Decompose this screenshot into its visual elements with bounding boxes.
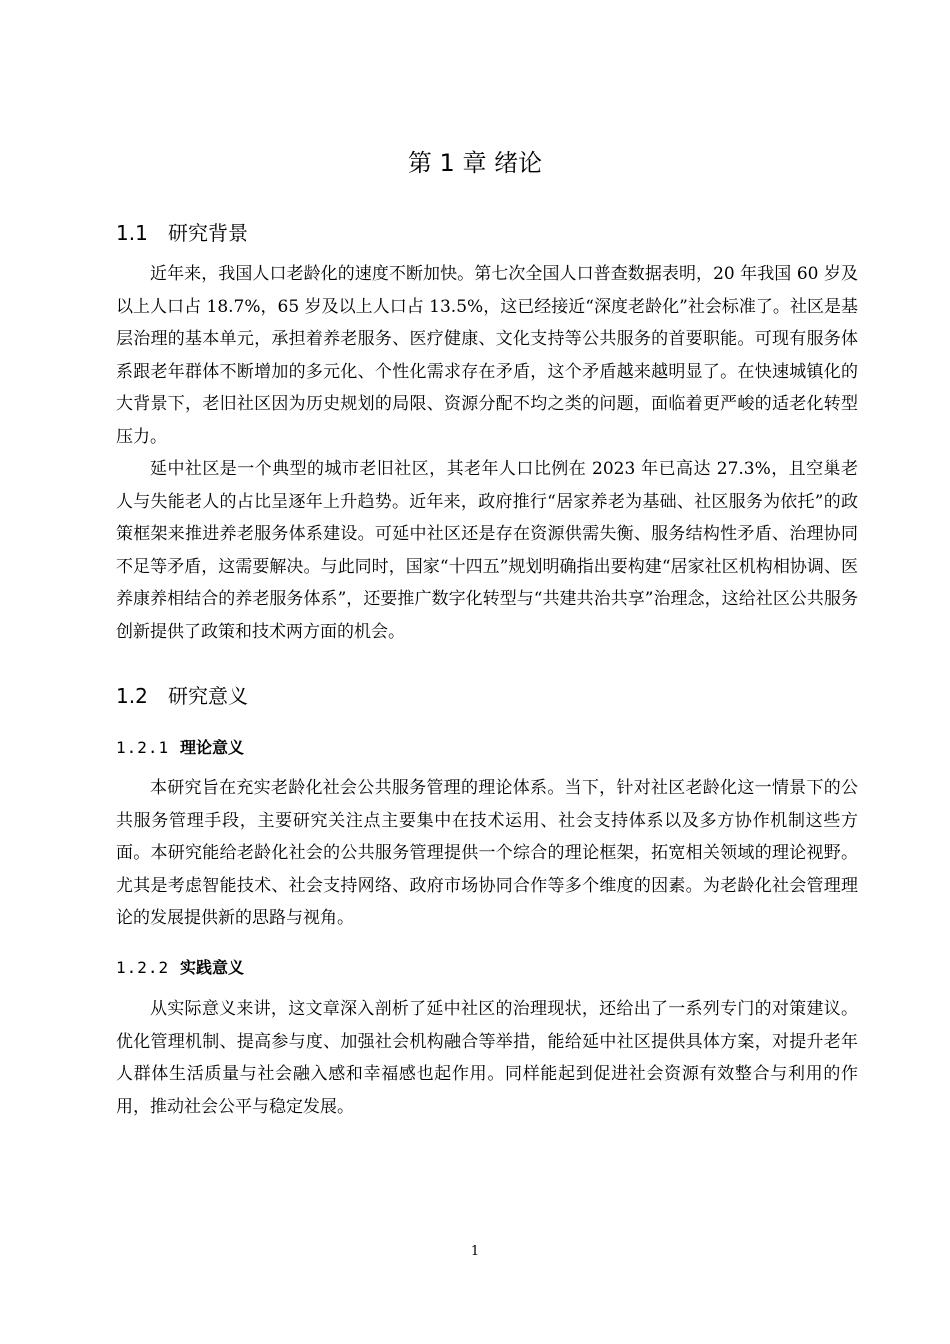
chapter-title: 第 1 章 绪论: [407, 149, 543, 177]
paragraph-practice: 从实际意义来讲，这文章深入剖析了延中社区的治理现状，还给出了一系列专门的对策建议。 优化管理机制、提高参与度、加强社会机构融合等举措，能给延中社区提供具体方案，对提升老年人群体生活质量与社会融入感和幸福感也起作用。同样能起到促进社会资源有效整合与利用的作用，推动社会公平与稳定发展。: [116, 999, 858, 1117]
subsection-heading-1-2-1: [116, 736, 244, 760]
paragraph-background-1: 近年来，我国人口老龄化的速度不断加快。第七次全国人口普查数据表明，20 年我国 60 岁及以上人口占 18.7%，65 岁及以上人口占 13.5%，这已经接近“深度老龄化”社会标准了。社区是基层治理的基本单元，承担着养老服务、医疗健康、文化支持等公共服务的首要职能。可现有服务体系跟老年群体不断增加的多元化、个性化需求存在矛盾，这个矛盾越来越明显了。在快速城镇化的大背景下，老旧社区因为历史规划的局限、资源分配不均之类的问题，面临着更严峻的适老化转型压力。: [116, 264, 858, 447]
section-title: 研究背景: [168, 221, 248, 245]
subsection-heading-1-2-2: [116, 956, 244, 980]
section-title: 研究意义: [168, 684, 248, 708]
paragraph-theory: 本研究旨在充实老龄化社会公共服务管理的理论体系。当下，针对社区老龄化这一情景下的公共服务管理手段，主要研究关注点主要集中在技术运用、社会支持体系以及多方协作机制这些方面。本研究能给老龄化社会的公共服务管理提供一个综合的理论框架，拓宽相关领域的理论视野。尤其是考虑智能技术、社会支持网络、政府市场协同合作等多个维度的因素。为老龄化社会管理理论的发展提供新的思路与视角。: [116, 778, 858, 928]
section-number: 1.2: [116, 684, 148, 708]
section-number: 1.1: [116, 221, 148, 245]
subsection-number: 1.2.1: [116, 738, 170, 757]
subsection-title: 理论意义: [180, 738, 245, 757]
subsection-number: 1.2.2: [116, 958, 170, 977]
subsection-title: 实践意义: [180, 958, 245, 977]
paragraph-background-2: 延中社区是一个典型的城市老旧社区，其老年人口比例在 2023 年已高达 27.3%，且空巢老人与失能老人的占比呈逐年上升趋势。近年来，政府推行“居家养老为基础、社区服务为依托”的政策框架来推进养老服务体系建设。可延中社区还是存在资源供需失衡、服务结构性矛盾、治理协同不足等矛盾，这需要解决。与此同时，国家“十四五”规划明确指出要构建“居家社区机构相协调、医养康养相结合的养老服务体系”，还要推广数字化转型与“共建共治共享”治理念，这给社区公共服务创新提供了政策和技术两方面的机会。: [116, 459, 858, 642]
section-heading-1-2: [116, 682, 248, 710]
page-number: 1: [470, 1244, 480, 1259]
section-heading-1-1: [116, 219, 248, 247]
